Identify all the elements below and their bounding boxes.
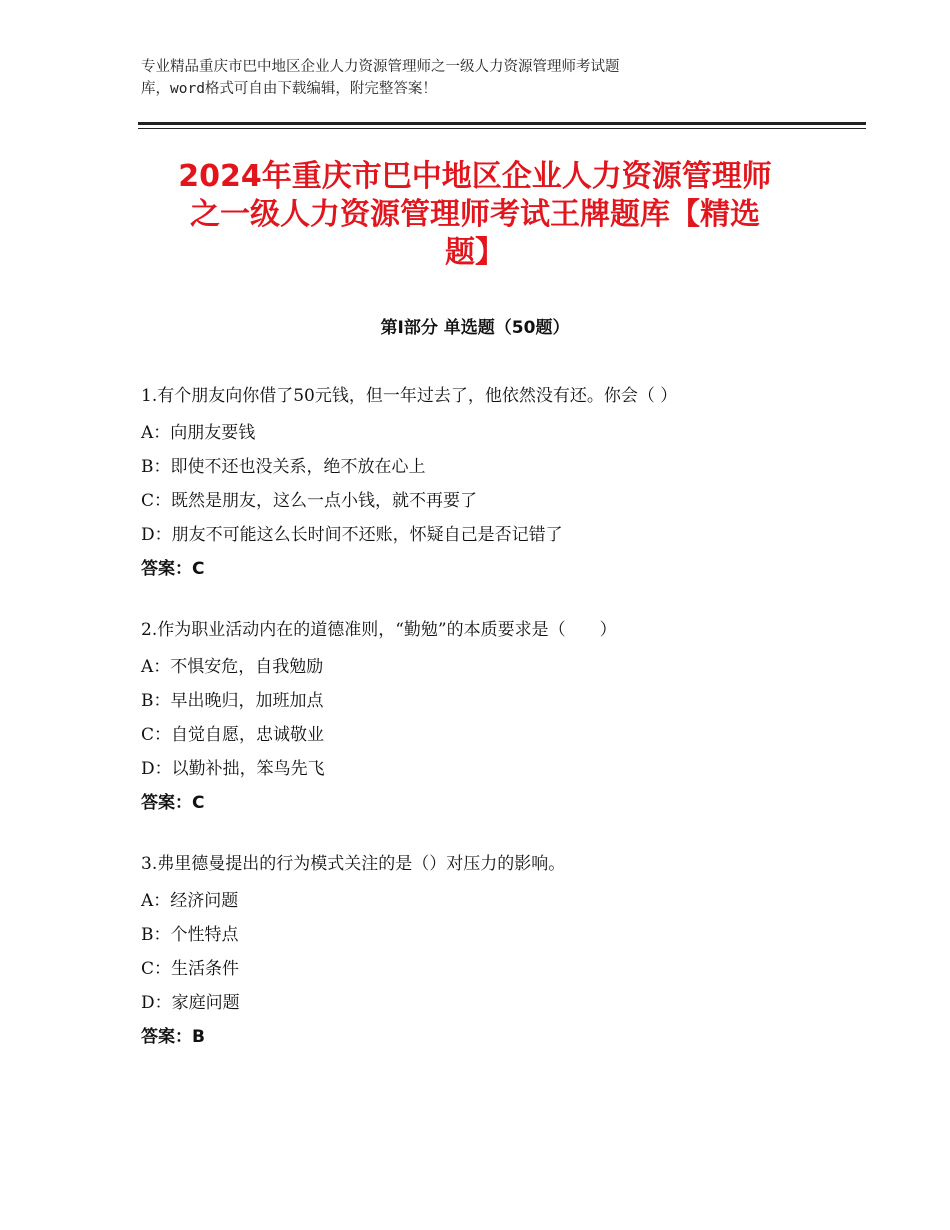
question-1 xyxy=(141,382,811,586)
document-title xyxy=(120,158,830,272)
question-stem: 1.有个朋友向你借了50元钱，但一年过去了，他依然没有还。你会（ ） xyxy=(141,386,678,406)
header-divider-thick xyxy=(138,122,866,125)
option-b: B：个性特点 xyxy=(141,925,239,945)
option-a: A：不惧安危，自我勉励 xyxy=(141,657,324,677)
section-title: 第Ⅰ部分 单选题（50题） xyxy=(380,318,570,338)
option-c: C：生活条件 xyxy=(141,959,240,979)
document-title-line-1: 2024年重庆市巴中地区企业人力资源管理师 xyxy=(178,159,772,194)
option-c: C：自觉自愿，忠诚敬业 xyxy=(141,725,325,745)
option-d: D：家庭问题 xyxy=(141,993,240,1013)
question-2 xyxy=(141,616,811,820)
question-stem: 2.作为职业活动内在的道德准则，“勤勉”的本质要求是（ ） xyxy=(141,620,617,640)
download-note-line-2: 库，word格式可自由下载编辑，附完整答案！ xyxy=(141,81,437,97)
answer: 答案：B xyxy=(141,1027,205,1047)
option-d: D：朋友不可能这么长时间不还账，怀疑自己是否记错了 xyxy=(141,525,563,545)
option-b: B：早出晚归，加班加点 xyxy=(141,691,324,711)
download-note-line-1: 专业精品重庆市巴中地区企业人力资源管理师之一级人力资源管理师考试题 xyxy=(141,59,620,75)
option-a: A：经济问题 xyxy=(141,891,239,911)
header-divider-thin xyxy=(138,128,866,129)
document-title-line-3: 题】 xyxy=(445,235,505,270)
question-stem: 3.弗里德曼提出的行为模式关注的是（）对压力的影响。 xyxy=(141,854,566,874)
question-list xyxy=(141,382,811,1084)
download-note xyxy=(141,56,821,100)
question-3 xyxy=(141,850,811,1054)
option-a: A：向朋友要钱 xyxy=(141,423,256,443)
option-d: D：以勤补拙，笨鸟先飞 xyxy=(141,759,325,779)
document-title-line-2: 之一级人力资源管理师考试王牌题库【精选 xyxy=(190,197,760,232)
answer: 答案：C xyxy=(141,559,205,579)
option-b: B：即使不还也没关系，绝不放在心上 xyxy=(141,457,426,477)
answer: 答案：C xyxy=(141,793,205,813)
option-c: C：既然是朋友，这么一点小钱，就不再要了 xyxy=(141,491,478,511)
